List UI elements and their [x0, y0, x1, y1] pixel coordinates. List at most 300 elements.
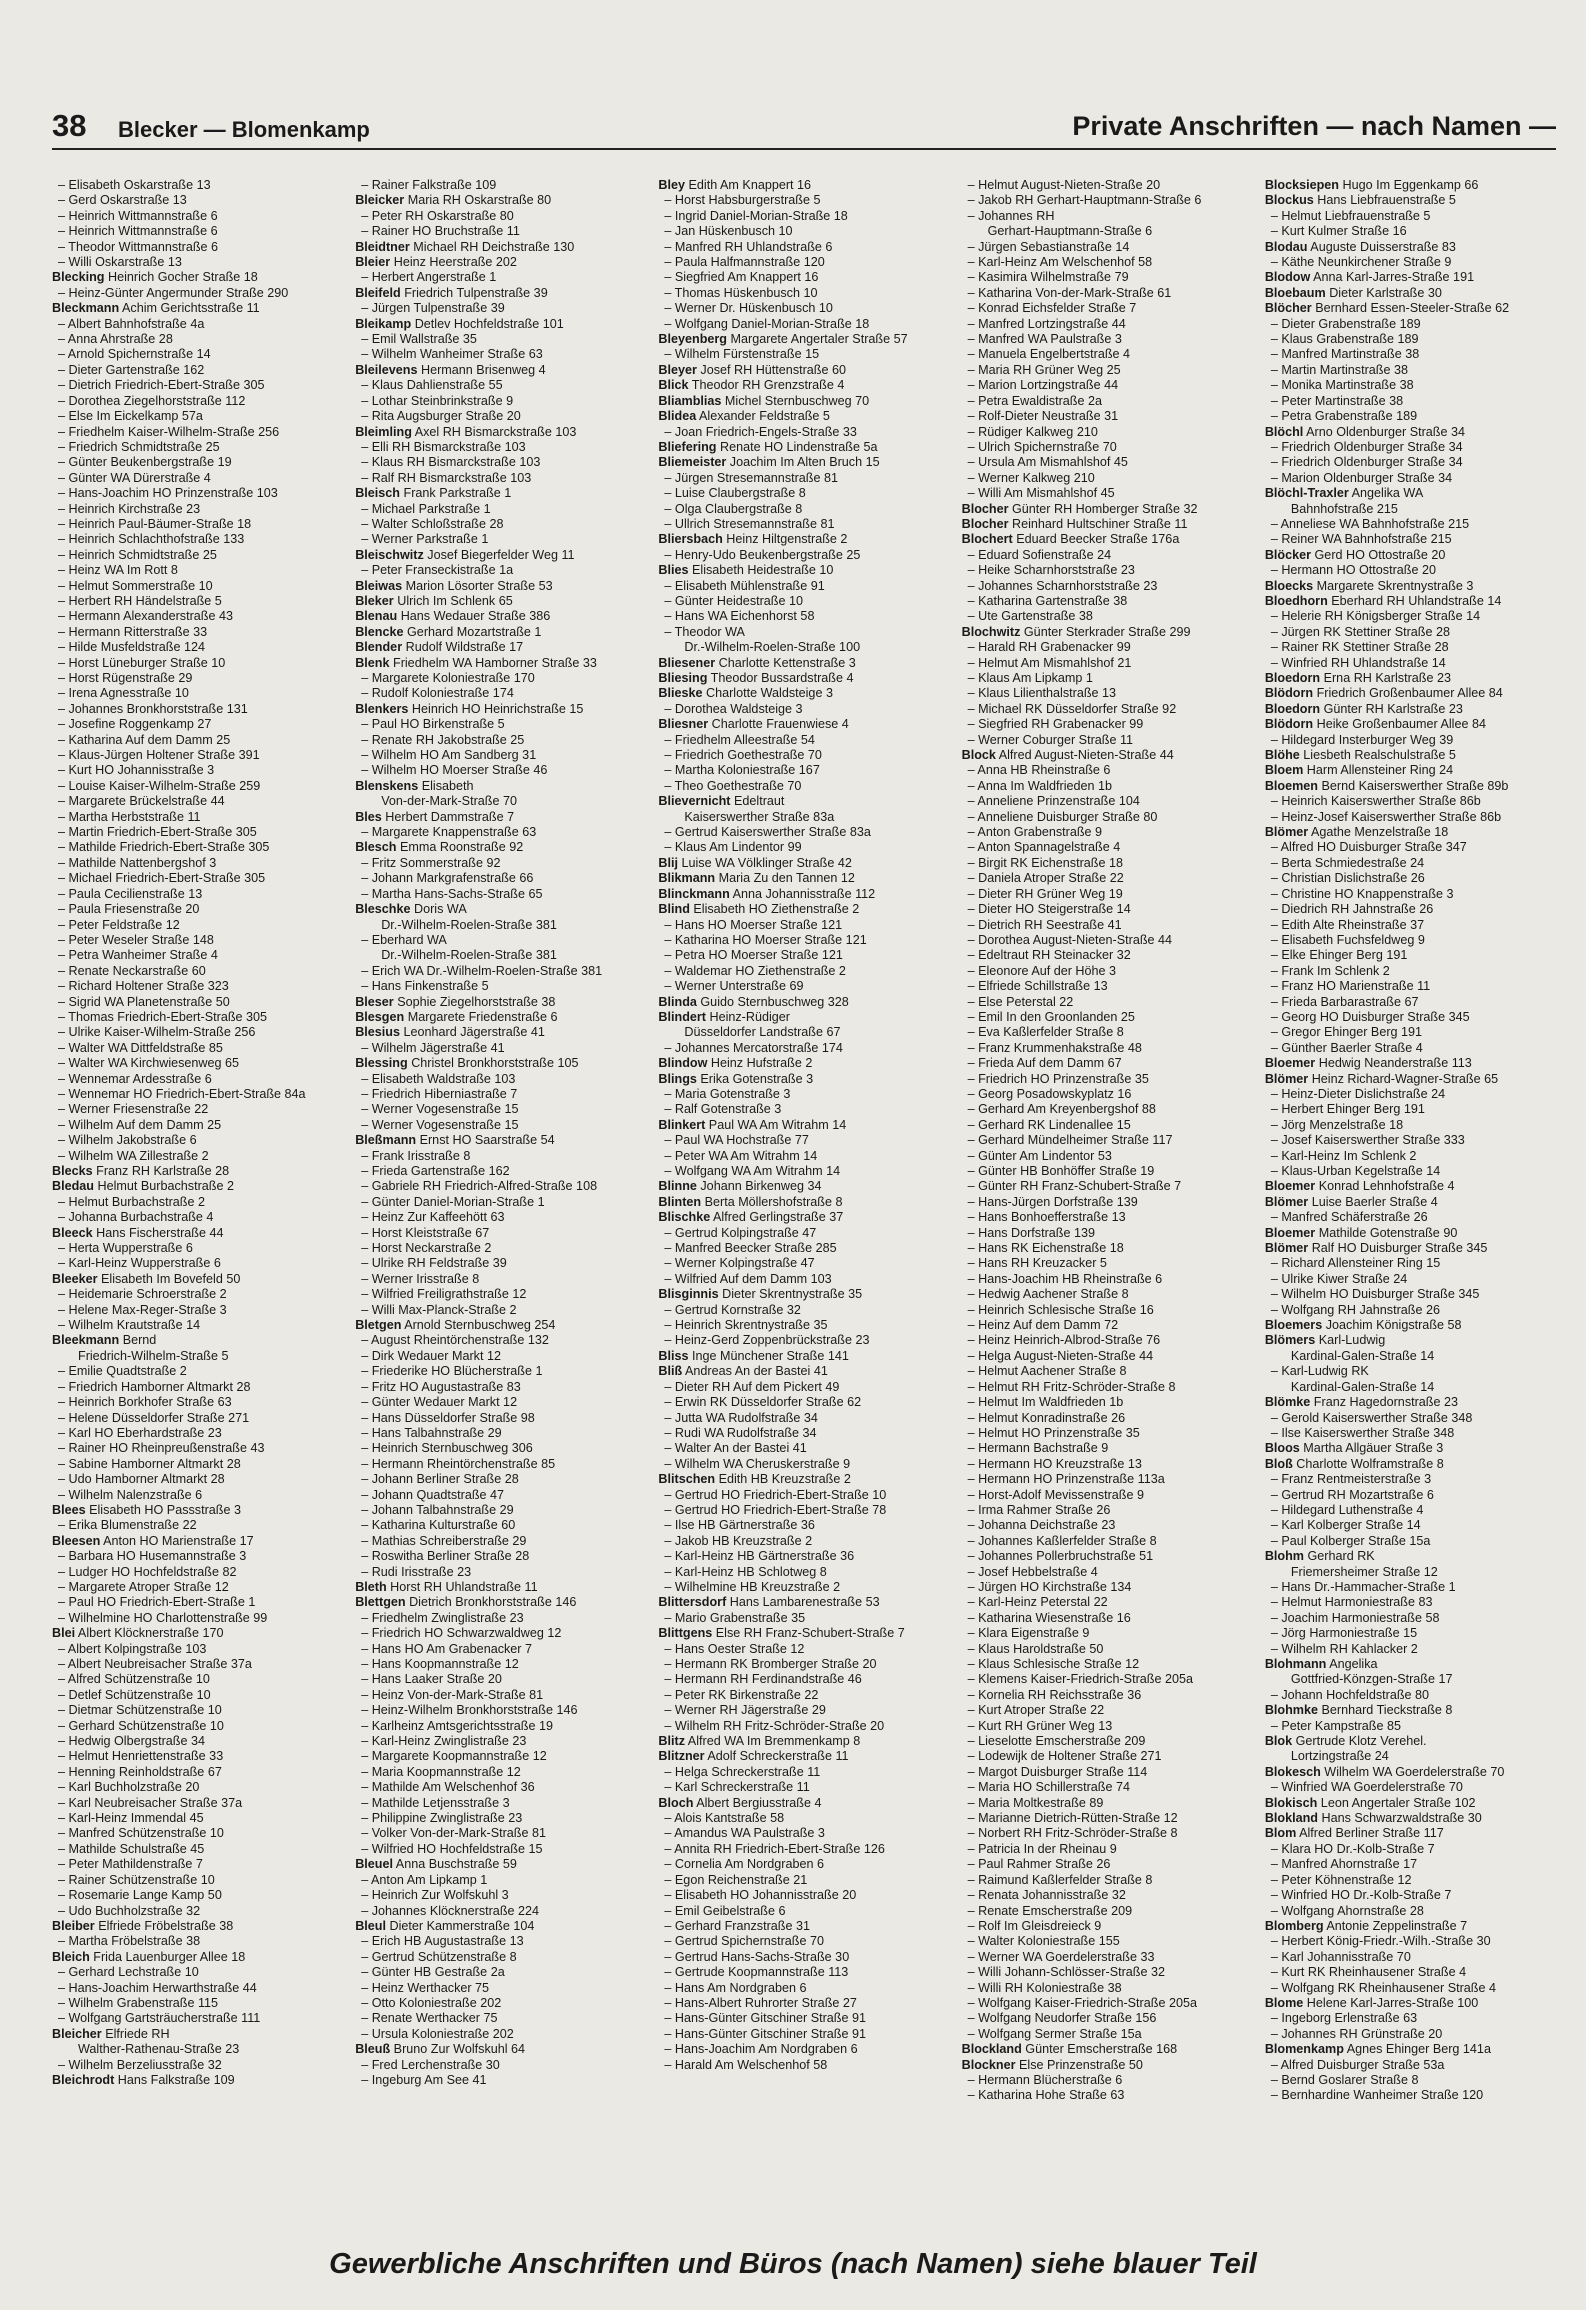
- directory-entry: – Irena Agnesstraße 10: [58, 686, 189, 701]
- directory-entry: – Hans Oester Straße 12: [664, 1641, 805, 1656]
- directory-entry: – Hans-Joachim Am Nordgraben 6: [664, 2042, 858, 2057]
- directory-entry: Blieske Charlotte Waldsteige 3: [658, 686, 833, 701]
- directory-entry: – Heinrich Sternbuschweg 306: [361, 1441, 533, 1456]
- directory-entry: – Walter Schloßstraße 28: [361, 516, 504, 531]
- directory-entry: – Norbert RH Fritz-Schröder-Straße 8: [967, 1826, 1178, 1841]
- directory-entry: – Michael RK Düsseldorfer Straße 92: [967, 701, 1177, 716]
- directory-entry: – Wolfgang WA Am Witrahm 14: [664, 1164, 841, 1178]
- directory-entry: Bloß Charlotte Wolframstraße 8: [1264, 1456, 1444, 1471]
- directory-entry: – Margarete Koopmannstraße 12: [361, 1749, 547, 1764]
- directory-entry: – Jakob HB Kreuzstraße 2: [664, 1533, 813, 1548]
- directory-entry: Blindert Heinz-Rüdiger: [658, 1009, 790, 1024]
- directory-entry: – Marion Lortzingstraße 44: [967, 378, 1119, 393]
- directory-entry: Bloemen Bernd Kaiserswerther Straße 89b: [1264, 778, 1509, 793]
- directory-entry: – Helerie RH Königsberger Straße 14: [1270, 609, 1481, 624]
- directory-entry: Bleuel Anna Buschstraße 59: [355, 1857, 517, 1872]
- directory-entry: – Gerhard Schützenstraße 10: [58, 1718, 224, 1733]
- directory-entry: – Louise Kaiser-Wilhelm-Straße 259: [58, 778, 261, 793]
- directory-entry: Bleker Ulrich Im Schlenk 65: [355, 593, 513, 608]
- directory-entry: – Theodor WA: [664, 624, 745, 639]
- directory-entry: – Ilse HB Gärtnerstraße 36: [664, 1518, 815, 1533]
- directory-entry: – Harald RH Grabenacker 99: [967, 640, 1131, 655]
- directory-entry: – Horst Rügenstraße 29: [58, 671, 193, 685]
- directory-entry: – Henning Reinholdstraße 67: [58, 1764, 222, 1779]
- directory-entry: – Klaus Dahlienstraße 55: [361, 378, 503, 393]
- directory-entry: – Harald Am Welschenhof 58: [664, 2057, 828, 2072]
- directory-entry: – Mathilde Schulstraße 45: [58, 1841, 205, 1856]
- directory-entry: – Helmut Burbachstraße 2: [58, 1194, 205, 1209]
- directory-entry: – Karl-Heinz HB Schlotweg 8: [664, 1564, 827, 1579]
- directory-entry: – Udo Hamborner Altmarkt 28: [58, 1472, 225, 1487]
- directory-entry: – Helmut RH Fritz-Schröder-Straße 8: [967, 1379, 1176, 1394]
- directory-entry: – Kurt Kulmer Straße 16: [1270, 224, 1407, 239]
- directory-entry: – Hans Finkenstraße 5: [361, 979, 489, 994]
- directory-entry: – Udo Buchholzstraße 32: [58, 1903, 201, 1918]
- directory-entry: – Cornelia Am Nordgraben 6: [664, 1857, 825, 1872]
- directory-entry: – Heinz Auf dem Damm 72: [967, 1318, 1119, 1333]
- directory-entry: – Karl-Heinz Immendal 45: [58, 1811, 204, 1826]
- directory-entry: – Karl-Heinz Wupperstraße 6: [58, 1256, 221, 1271]
- directory-entry: – Klaus RH Bismarckstraße 103: [361, 455, 541, 470]
- directory-entry: – Alois Kantstraße 58: [664, 1811, 785, 1826]
- directory-entry: – Hans-Günter Gitschiner Straße 91: [664, 2011, 866, 2026]
- directory-entry: – Wolfgang Sermer Straße 15a: [967, 2026, 1142, 2041]
- directory-entry: – Paula Cecilienstraße 13: [58, 886, 203, 901]
- directory-entry: – Hans HO Moerser Straße 121: [664, 917, 843, 932]
- directory-entry: – Hermann Rheintörchenstraße 85: [361, 1456, 556, 1471]
- directory-entry: – Irma Rahmer Straße 26: [967, 1502, 1111, 1517]
- directory-entry: Blömers Karl-Ludwig: [1264, 1333, 1386, 1348]
- directory-entry: – Jürgen Stresemannstraße 81: [664, 470, 839, 485]
- directory-entry: – Hans-Albert Ruhrorter Straße 27: [664, 1995, 857, 2010]
- directory-entry: – Bernd Goslarer Straße 8: [1270, 2072, 1419, 2087]
- directory-entry: – Heinrich Kaiserswerther Straße 86b: [1270, 794, 1481, 809]
- directory-entry: – Willi RH Koloniestraße 38: [967, 1980, 1122, 1995]
- directory-entry: – Raimund Kaßlerfelder Straße 8: [967, 1872, 1153, 1887]
- directory-entry: – Luise Claubergstraße 8: [664, 486, 806, 501]
- directory-entry: Blohmann Angelika: [1264, 1657, 1378, 1671]
- directory-entry: Blömer Agathe Menzelstraße 18: [1264, 825, 1449, 840]
- directory-entry: Blokland Hans Schwarzwaldstraße 30: [1264, 1811, 1482, 1826]
- directory-entry: – Günter Beukenbergstraße 19: [58, 455, 232, 470]
- directory-entry: Blocher Reinhard Hultschiner Straße 11: [961, 516, 1188, 531]
- directory-entry: – Johann Talbahnstraße 29: [361, 1502, 514, 1517]
- directory-entry: – Anna Ahrstraße 28: [58, 332, 173, 347]
- directory-entry: Von-der-Mark-Straße 70: [381, 794, 517, 809]
- directory-entry: – Wilhelm HO Am Sandberg 31: [361, 748, 537, 763]
- directory-entry: – Alfred Duisburger Straße 53a: [1270, 2057, 1445, 2072]
- directory-entry: – Hermann RH Ferdinandstraße 46: [664, 1672, 862, 1687]
- directory-entry: – Emil In den Groonlanden 25: [967, 1009, 1135, 1024]
- directory-entry: – Manfred Beecker Straße 285: [664, 1241, 837, 1256]
- directory-entry: – Horst Kleiststraße 67: [361, 1225, 490, 1240]
- directory-entry: Lortzingstraße 24: [1290, 1749, 1389, 1764]
- directory-entry: – Friedrich Oldenburger Straße 34: [1270, 455, 1463, 470]
- directory-entry: – Ulrich Spichernstraße 70: [967, 439, 1117, 454]
- directory-entry: Bleschke Doris WA: [355, 902, 467, 917]
- directory-entry: – Daniela Atroper Straße 22: [967, 871, 1124, 886]
- directory-entry: – Friedhelm Kaiser-Wilhelm-Straße 256: [58, 424, 280, 439]
- directory-entry: – Hermann Alexanderstraße 43: [58, 609, 234, 624]
- directory-entry: Düsseldorfer Landstraße 67: [684, 1025, 841, 1040]
- directory-entry: – Hedwig Olbergstraße 34: [58, 1734, 205, 1749]
- directory-entry: – Paula Halfmannstraße 120: [664, 255, 825, 270]
- directory-entry: – Jürgen HO Kirchstraße 134: [967, 1579, 1132, 1594]
- directory-entry: Blings Erika Gotenstraße 3: [658, 1071, 814, 1086]
- directory-entry: – Philippine Zwinglistraße 23: [361, 1811, 523, 1826]
- directory-entry: Blesgen Margarete Friedenstraße 6: [355, 1009, 558, 1024]
- directory-entry: – Peter Feldstraße 12: [58, 917, 180, 932]
- directory-entry: – Renate RH Jakobstraße 25: [361, 732, 525, 747]
- directory-entry: – Willi Am Mismahlshof 45: [967, 486, 1115, 501]
- directory-entry: Bloos Martha Allgäuer Straße 3: [1264, 1441, 1444, 1456]
- directory-entry: – Emilie Quadtstraße 2: [58, 1364, 187, 1379]
- directory-entry: Friedrich-Wilhelm-Straße 5: [78, 1348, 229, 1363]
- directory-entry: – Reiner WA Bahnhofstraße 215: [1270, 532, 1452, 547]
- directory-entry: – Ulrike Kaiser-Wilhelm-Straße 256: [58, 1025, 256, 1040]
- directory-entry: – Joan Friedrich-Engels-Straße 33: [664, 424, 857, 439]
- directory-entry: – Friedrich Hamborner Altmarkt 28: [58, 1379, 251, 1394]
- directory-entry: Bliemeister Joachim Im Alten Bruch 15: [658, 455, 880, 470]
- directory-entry: – Gertrud HO Friedrich-Ebert-Straße 10: [664, 1487, 887, 1502]
- directory-entry: – Peter RK Birkenstraße 22: [664, 1687, 819, 1702]
- directory-entry: – Theo Goethestraße 70: [664, 778, 802, 793]
- directory-entry: Blömer Luise Baerler Straße 4: [1264, 1194, 1438, 1209]
- directory-entry: – Peter Köhnenstraße 12: [1270, 1872, 1412, 1887]
- directory-entry: – Heinrich Schlesische Straße 16: [967, 1302, 1154, 1317]
- directory-entry: Blick Theodor RH Grenzstraße 4: [658, 378, 845, 393]
- directory-entry: – Hedwig Aachener Straße 8: [967, 1287, 1129, 1302]
- directory-entry: – Gerhard Am Kreyenbergshof 88: [967, 1102, 1156, 1117]
- directory-entry: – Käthe Neunkirchener Straße 9: [1270, 255, 1452, 270]
- directory-entry: – Wolfgang Neudorfer Straße 156: [967, 2011, 1157, 2026]
- directory-entry: – Karl-Heinz HB Gärtnerstraße 36: [664, 1549, 855, 1564]
- directory-entry: Bleisch Frank Parkstraße 1: [355, 486, 512, 501]
- directory-entry: – Dieter HO Steigerstraße 14: [967, 902, 1131, 917]
- directory-entry: – Manfred RH Uhlandstraße 6: [664, 239, 833, 254]
- directory-entry: – Waldemar HO Ziethenstraße 2: [664, 963, 846, 978]
- directory-entry: – Klaus Haroldstraße 50: [967, 1641, 1104, 1656]
- directory-entry: – Günter HB Bonhöffer Straße 19: [967, 1164, 1155, 1178]
- directory-entry: – Elisabeth Waldstraße 103: [361, 1071, 516, 1086]
- directory-entry: – Manfred Martinstraße 38: [1270, 347, 1420, 362]
- directory-entry: – Wilfried Auf dem Damm 103: [664, 1271, 832, 1286]
- directory-entry: Bloedorn Günter RH Karlstraße 23: [1264, 701, 1463, 716]
- directory-entry: – Petra Grabenstraße 189: [1270, 409, 1418, 424]
- directory-entry: – Gertrud Schützenstraße 8: [361, 1949, 517, 1964]
- directory-entry: Blecking Heinrich Gocher Straße 18: [52, 270, 258, 285]
- directory-entry: Blessing Christel Bronkhorststraße 105: [355, 1056, 579, 1071]
- directory-entry: Bleckmann Achim Gerichtsstraße 11: [52, 301, 260, 316]
- directory-entry: – Horst Neckarstraße 2: [361, 1241, 492, 1256]
- directory-entry: Blischke Alfred Gerlingstraße 37: [658, 1210, 844, 1225]
- directory-entry: Bleimling Axel RH Bismarckstraße 103: [355, 424, 577, 439]
- directory-entry: – Wolfgang Ahornstraße 28: [1270, 1903, 1424, 1918]
- directory-entry: – Mathilde Friedrich-Ebert-Straße 305: [58, 840, 270, 855]
- directory-entry: Blisginnis Dieter Skrentnystraße 35: [658, 1287, 863, 1302]
- directory-entry: – Monika Martinstraße 38: [1270, 378, 1414, 393]
- directory-entry: – Franz HO Marienstraße 11: [1270, 979, 1431, 994]
- directory-entry: – Klaus Am Lindentor 99: [664, 840, 802, 855]
- directory-entry: Kardinal-Galen-Straße 14: [1290, 1379, 1435, 1394]
- directory-entry: – Dietrich RH Seestraße 41: [967, 917, 1122, 932]
- directory-entry: – Renate Werthacker 75: [361, 2011, 498, 2026]
- directory-entry: Bledau Helmut Burbachstraße 2: [52, 1179, 234, 1194]
- directory-entry: – Ralf Gotenstraße 3: [664, 1102, 782, 1117]
- directory-entry: – Hans Talbahnstraße 29: [361, 1425, 502, 1440]
- directory-entry: – Friedrich Goethestraße 70: [664, 748, 822, 763]
- directory-entry: – Werner Coburger Straße 11: [967, 732, 1134, 747]
- directory-entry: – Werner Kalkweg 210: [967, 470, 1095, 485]
- directory-entry: – Hans-Joachim HB Rheinstraße 6: [967, 1271, 1163, 1286]
- directory-entry: – Rita Augsburger Straße 20: [361, 409, 521, 424]
- directory-entry: – Werner Friesenstraße 22: [58, 1102, 209, 1117]
- directory-entry: – Paula Friesenstraße 20: [58, 902, 200, 917]
- directory-entry: – Heinz WA Im Rott 8: [58, 563, 178, 578]
- directory-entry: Bleul Dieter Kammerstraße 104: [355, 1918, 535, 1933]
- directory-entry: – Hermann HO Kreuzstraße 13: [967, 1456, 1142, 1471]
- directory-entry: Blomberg Antonie Zeppelinstraße 7: [1264, 1918, 1468, 1933]
- directory-entry: – Dieter RH Grüner Weg 19: [967, 886, 1123, 901]
- directory-entry: – Otto Koloniestraße 202: [361, 1995, 502, 2010]
- directory-entry: – Karl-Heinz Zwinglistraße 23: [361, 1734, 527, 1749]
- directory-entry: – Günter RH Franz-Schubert-Straße 7: [967, 1179, 1182, 1194]
- directory-entry: Blinckmann Anna Johannisstraße 112: [658, 886, 876, 901]
- column-5: [1265, 178, 1567, 2133]
- directory-entry: – Rainer HO Rheinpreußenstraße 43: [58, 1441, 265, 1456]
- directory-entry: Blei Albert Klöcknerstraße 170: [52, 1626, 224, 1641]
- directory-entry: – Gertrud Kaiserswerther Straße 83a: [664, 825, 871, 840]
- directory-entry: – Gerhard Lechstraße 10: [58, 1965, 199, 1980]
- directory-entry: – Manfred Ahornstraße 17: [1270, 1857, 1418, 1872]
- directory-entry: – Karl Neubreisacher Straße 37a: [58, 1795, 243, 1810]
- directory-entry: Blees Elisabeth HO Passstraße 3: [52, 1502, 241, 1517]
- directory-entry: – Heinrich Kirchstraße 23: [58, 501, 201, 516]
- directory-entry: – Gertrud Kornstraße 32: [664, 1302, 801, 1317]
- directory-entry: – Heinrich Zur Wolfskuhl 3: [361, 1888, 509, 1903]
- directory-entry: – Johannes Scharnhorststraße 23: [967, 578, 1158, 593]
- directory-entry: – Margarete Koloniestraße 170: [361, 671, 535, 685]
- directory-entry: – Heinrich Schmidtstraße 25: [58, 547, 217, 562]
- directory-entry: – Gertrud RH Mozartstraße 6: [1270, 1487, 1434, 1502]
- directory-entry: – Elisabeth Mühlenstraße 91: [664, 578, 825, 593]
- directory-entry: Bloemers Joachim Königstraße 58: [1264, 1318, 1462, 1333]
- directory-entry: – Katharina Wiesenstraße 16: [967, 1610, 1131, 1625]
- directory-entry: – Alfred HO Duisburger Straße 347: [1270, 840, 1467, 855]
- directory-entry: – Walter Koloniestraße 155: [967, 1934, 1120, 1949]
- directory-entry: – Dietrich Friedrich-Ebert-Straße 305: [58, 378, 265, 393]
- directory-entry: – Rainer HO Bruchstraße 11: [361, 224, 520, 239]
- directory-entry: – Amandus WA Paulstraße 3: [664, 1826, 825, 1841]
- directory-entry: – Arnold Spichernstraße 14: [58, 347, 211, 362]
- directory-entry: – Wolfgang Kaiser-Friedrich-Straße 205a: [967, 1995, 1197, 2010]
- directory-entry: – Margarete Knappenstraße 63: [361, 825, 537, 840]
- directory-entry: – Elfriede Schillstraße 13: [967, 979, 1108, 994]
- directory-entry: – Martha Fröbelstraße 38: [58, 1934, 201, 1949]
- directory-entry: – Ralf RH Bismarckstraße 103: [361, 470, 532, 485]
- directory-entry: – Ilse Kaiserswerther Straße 348: [1270, 1425, 1455, 1440]
- directory-entry: – Wilfried HO Hochfeldstraße 15: [361, 1841, 543, 1856]
- directory-entry: – Karl-Heinz Im Schlenk 2: [1270, 1148, 1417, 1163]
- directory-entry: – Gerhard RK Lindenallee 15: [967, 1117, 1131, 1132]
- directory-entry: – Heinz Von-der-Mark-Straße 81: [361, 1687, 544, 1702]
- directory-entry: – Kurt Atroper Straße 22: [967, 1703, 1105, 1718]
- directory-entry: – Maria Gotenstraße 3: [664, 1086, 791, 1101]
- directory-entry: – Marianne Dietrich-Rütten-Straße 12: [967, 1811, 1178, 1826]
- directory-entry: – Fritz Sommerstraße 92: [361, 855, 501, 870]
- directory-entry: Bleth Horst RH Uhlandstraße 11: [355, 1579, 538, 1594]
- directory-entry: – Maria Moltkestraße 89: [967, 1795, 1104, 1810]
- directory-entry: – Dieter Grabenstraße 189: [1270, 316, 1421, 331]
- directory-entry: – Werner Vogesenstraße 15: [361, 1117, 519, 1132]
- directory-entry: – Heinz-Wilhelm Bronkhorststraße 146: [361, 1703, 578, 1718]
- section-title: Private Anschriften — nach Namen —: [1072, 111, 1556, 141]
- directory-entry: – Kasimira Wilhelmstraße 79: [967, 270, 1129, 285]
- directory-entry: – Erich WA Dr.-Wilhelm-Roelen-Straße 381: [361, 963, 603, 978]
- directory-entry: Blockland Günter Emscherstraße 168: [961, 2042, 1178, 2057]
- directory-entry: – Lodewijk de Holtener Straße 271: [967, 1749, 1162, 1764]
- directory-entry: Blom Alfred Berliner Straße 117: [1264, 1826, 1444, 1841]
- directory-entry: – Georg Posadowskyplatz 16: [967, 1086, 1132, 1101]
- directory-entry: – Michael Friedrich-Ebert-Straße 305: [58, 871, 266, 886]
- directory-entry: Bleekmann Bernd: [52, 1333, 157, 1348]
- directory-entry: – Wilhelm Fürstenstraße 15: [664, 347, 820, 362]
- directory-entry: – Hans Am Nordgraben 6: [664, 1980, 807, 1995]
- directory-entry: – Karl Schreckerstraße 11: [664, 1780, 810, 1795]
- directory-entry: – Peter Franseckistraße 1a: [361, 563, 514, 578]
- directory-entry: – Johannes RH: [967, 208, 1055, 223]
- directory-entry: Blöcher Bernhard Essen-Steeler-Straße 62: [1264, 301, 1510, 316]
- directory-entry: Friemersheimer Straße 12: [1290, 1564, 1438, 1579]
- directory-entry: – Hermann HO Prinzenstraße 113a: [967, 1472, 1165, 1487]
- directory-entry: Blochwitz Günter Sterkrader Straße 299: [961, 624, 1191, 639]
- directory-entry: – Anneliese WA Bahnhofstraße 215: [1270, 516, 1470, 531]
- directory-entry: – Wennemar Ardesstraße 6: [58, 1071, 212, 1086]
- directory-entry: – Horst Habsburgerstraße 5: [664, 193, 821, 208]
- directory-entry: Bleilevens Hermann Brisenweg 4: [355, 362, 546, 377]
- directory-entry: – Hilde Musfeldstraße 124: [58, 640, 205, 655]
- directory-entry: – Mathilde Nattenbergshof 3: [58, 855, 217, 870]
- directory-entry: – Sabine Hamborner Altmarkt 28: [58, 1456, 241, 1471]
- directory-entry: Blok Gertrude Klotz Verehel.: [1264, 1734, 1427, 1749]
- directory-entry: Bleicher Elfriede RH: [52, 2026, 170, 2041]
- directory-entry: Walther-Rathenau-Straße 23: [78, 2042, 240, 2057]
- directory-entry: – Ludger HO Hochfeldstraße 82: [58, 1564, 237, 1579]
- directory-entry: – Manfred Schützenstraße 10: [58, 1826, 224, 1841]
- directory-entry: – Manfred Schäferstraße 26: [1270, 1210, 1428, 1225]
- directory-entry: – Hermann Blücherstraße 6: [967, 2072, 1123, 2087]
- directory-entry: – Franz Rentmeisterstraße 3: [1270, 1472, 1432, 1487]
- directory-entry: – Maria RH Grüner Weg 25: [967, 362, 1121, 377]
- directory-entry: – Roswitha Berliner Straße 28: [361, 1549, 530, 1564]
- directory-entry: Dr.-Wilhelm-Roelen-Straße 381: [381, 917, 557, 932]
- directory-entry: – Karlheinz Amtsgerichtsstraße 19: [361, 1718, 553, 1733]
- directory-entry: – Volker Von-der-Mark-Straße 81: [361, 1826, 546, 1841]
- directory-entry: – Friedrich Hiberniastraße 7: [361, 1086, 518, 1101]
- directory-entry: Blenk Friedhelm WA Hamborner Straße 33: [355, 655, 597, 670]
- directory-entry: – Heinz-Josef Kaiserswerther Straße 86b: [1270, 809, 1502, 824]
- directory-entry: Blodow Anna Karl-Jarres-Straße 191: [1264, 270, 1475, 285]
- directory-entry: – Karl-Heinz Peterstal 22: [967, 1595, 1108, 1610]
- directory-entry: – Mathilde Letjensstraße 3: [361, 1795, 510, 1810]
- directory-entry: – Petra Wanheimer Straße 4: [58, 948, 218, 963]
- directory-entry: – Johannes Pollerbruchstraße 51: [967, 1549, 1154, 1564]
- directory-entry: – Ingrid Daniel-Morian-Straße 18: [664, 208, 848, 223]
- directory-entry: – Wilfried Freiligrathstraße 12: [361, 1287, 527, 1302]
- directory-entry: – Hans-Jürgen Dorfstraße 139: [967, 1194, 1138, 1209]
- directory-entry: – Dorothea August-Nieten-Straße 44: [967, 932, 1173, 947]
- directory-entry: – Hildegard Insterburger Weg 39: [1270, 732, 1454, 747]
- directory-entry: – Mathilde Am Welschenhof 36: [361, 1780, 535, 1795]
- directory-entry: – Gertrude Koopmannstraße 113: [664, 1965, 849, 1980]
- directory-entry: Blecks Franz RH Karlstraße 28: [52, 1164, 230, 1178]
- directory-entry: – Kurt HO Johannisstraße 3: [58, 763, 215, 778]
- directory-entry: – Erwin RK Düsseldorfer Straße 62: [664, 1395, 862, 1410]
- directory-entry: – Hans Dorfstraße 139: [967, 1225, 1096, 1240]
- directory-entry: – Hans RK Eichenstraße 18: [967, 1241, 1124, 1256]
- directory-entry: Dr.-Wilhelm-Roelen-Straße 100: [684, 640, 861, 655]
- directory-entry: – Hans HO Am Grabenacker 7: [361, 1641, 532, 1656]
- directory-entry: Blenkers Heinrich HO Heinrichstraße 15: [355, 701, 584, 716]
- directory-entry: Bliersbach Heinz Hiltgenstraße 2: [658, 532, 848, 547]
- column-2: [355, 178, 657, 2133]
- directory-entry: – Johanna Deichstraße 23: [967, 1518, 1116, 1533]
- directory-entry: Bloemer Hedwig Neanderstraße 113: [1264, 1056, 1472, 1071]
- directory-entry: – Friedrich HO Schwarzwaldweg 12: [361, 1626, 562, 1641]
- directory-entry: – Paul HO Friedrich-Ebert-Straße 1: [58, 1595, 256, 1610]
- directory-entry: Bleiwas Marion Lösorter Straße 53: [355, 578, 553, 593]
- directory-entry: – Kurt RK Rheinhausener Straße 4: [1270, 1965, 1467, 1980]
- directory-entry: – Peter Martinstraße 38: [1270, 393, 1404, 408]
- directory-entry: – Johann Hochfeldstraße 80: [1270, 1687, 1430, 1702]
- directory-entry: – Winfried RH Uhlandstraße 14: [1270, 655, 1446, 670]
- directory-entry: – Gertrud Spichernstraße 70: [664, 1934, 825, 1949]
- directory-entry: – Dirk Wedauer Markt 12: [361, 1348, 501, 1363]
- directory-entry: – Manfred WA Paulstraße 3: [967, 332, 1122, 347]
- directory-entry: – Günter WA Dürerstraße 4: [58, 470, 211, 485]
- directory-entry: – Helene Düsseldorfer Straße 271: [58, 1410, 250, 1425]
- directory-entry: Blenskens Elisabeth: [355, 778, 474, 793]
- directory-entry: Blindow Heinz Hufstraße 2: [658, 1056, 813, 1071]
- directory-entry: – Georg HO Duisburger Straße 345: [1270, 1009, 1470, 1024]
- directory-entry: – Paul Rahmer Straße 26: [967, 1857, 1111, 1872]
- directory-entry: Blesius Leonhard Jägerstraße 41: [355, 1025, 545, 1040]
- directory-entry: – Paul WA Hochstraße 77: [664, 1133, 809, 1148]
- directory-entry: – Margot Duisburger Straße 114: [967, 1764, 1148, 1779]
- directory-entry: Blöcker Gerd HO Ottostraße 20: [1264, 547, 1446, 562]
- directory-entry: – Mario Grabenstraße 35: [664, 1610, 806, 1625]
- directory-entry: Bleeker Elisabeth Im Bovefeld 50: [52, 1271, 241, 1286]
- directory-entry: – Wilhelm HO Duisburger Straße 345: [1270, 1287, 1480, 1302]
- directory-entry: – Günter Wedauer Markt 12: [361, 1395, 518, 1410]
- directory-entry: Bleyer Josef RH Hüttenstraße 60: [658, 362, 847, 377]
- directory-entry: – Günter Daniel-Morian-Straße 1: [361, 1194, 545, 1209]
- directory-entry: – Klara Eigenstraße 9: [967, 1626, 1090, 1641]
- directory-entry: – Günther Baerler Straße 4: [1270, 1040, 1423, 1055]
- directory-entry: Blohmke Bernhard Tieckstraße 8: [1264, 1703, 1453, 1718]
- directory-entry: – Ulrike Kiwer Straße 24: [1270, 1271, 1408, 1286]
- directory-entry: – Martha Herbststraße 11: [58, 809, 201, 824]
- directory-entry: – Wilhelm RH Fritz-Schröder-Straße 20: [664, 1718, 885, 1733]
- directory-entry: – Wilhelm Nalenzstraße 6: [58, 1487, 203, 1502]
- directory-entry: – Elli RH Bismarckstraße 103: [361, 439, 526, 454]
- directory-entry: – Barbara HO Husemannstraße 3: [58, 1549, 247, 1564]
- directory-entry: – Helmut Liebfrauenstraße 5: [1270, 208, 1431, 223]
- directory-entry: – Josefine Roggenkamp 27: [58, 717, 212, 732]
- directory-entry: – Margarete Brückelstraße 44: [58, 794, 225, 809]
- directory-entry: – Werner Dr. Hüskenbusch 10: [664, 301, 833, 316]
- directory-entry: Blender Rudolf Wildstraße 17: [355, 640, 524, 655]
